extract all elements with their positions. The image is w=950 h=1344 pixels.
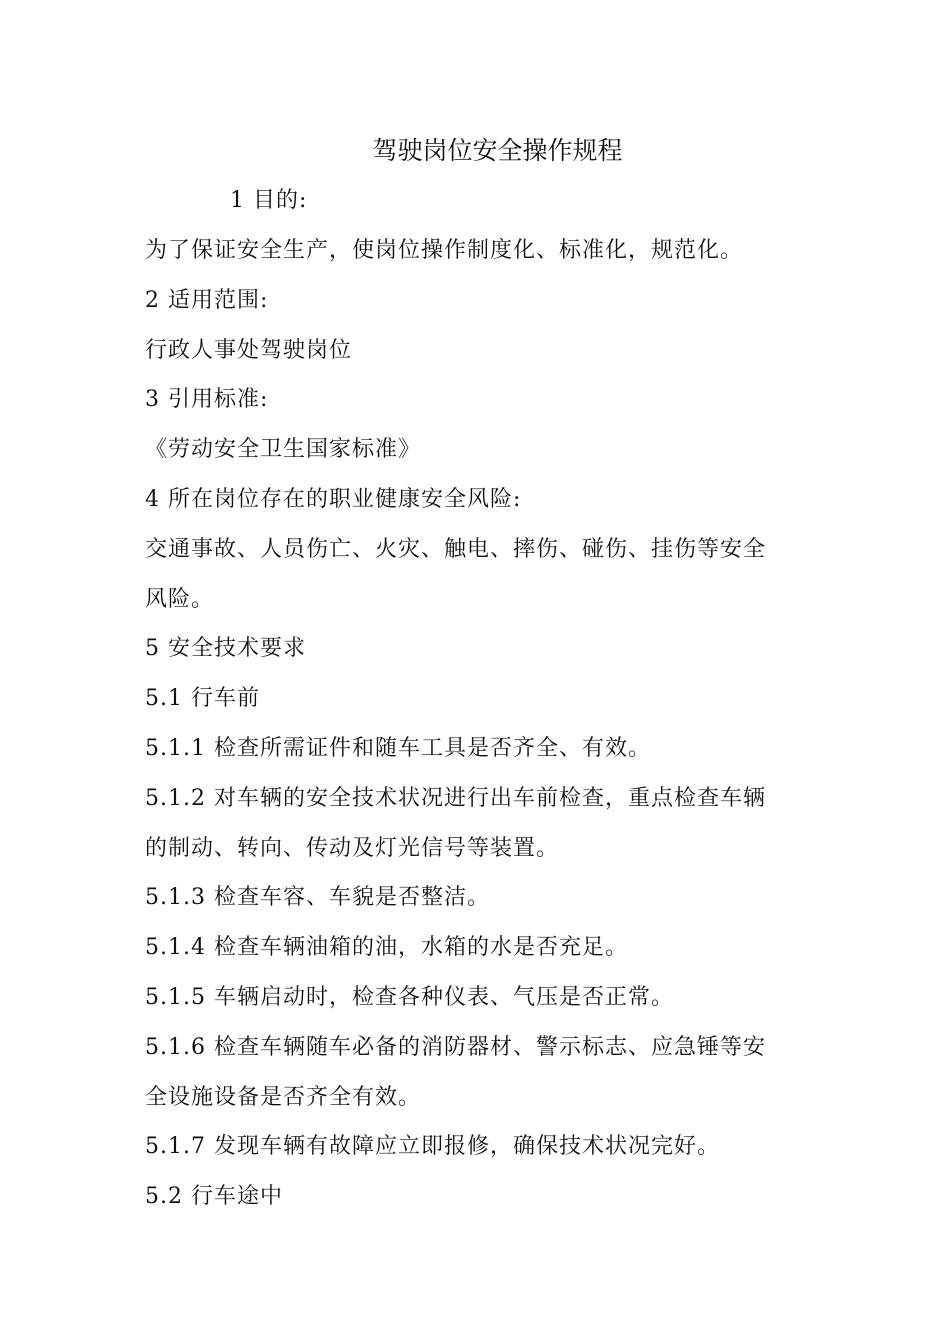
paragraph-line: 5.1.5 车辆启动时，检查各种仪表、气压是否正常。: [145, 985, 674, 1010]
paragraph-line: 5.1.4 检查车辆油箱的油，水箱的水是否充足。: [145, 935, 628, 960]
paragraph-line: 5.1.3 检查车容、车貌是否整洁。: [145, 885, 490, 910]
paragraph-line: 《劳动安全卫生国家标准》: [145, 437, 422, 462]
document-title: 驾驶岗位安全操作规程: [372, 136, 623, 165]
section-5-heading: 5 安全技术要求: [145, 636, 306, 661]
paragraph-line: 5.1.2 对车辆的安全技术状况进行出车前检查，重点检查车辆: [145, 786, 766, 811]
paragraph-line: 5.1.7 发现车辆有故障应立即报修，确保技术状况完好。: [145, 1134, 720, 1159]
paragraph-line: 5.1.6 检查车辆随车必备的消防器材、警示标志、应急锤等安: [145, 1035, 766, 1060]
subsection-heading: 5.1 行车前: [145, 686, 260, 711]
paragraph-line: 5.1.1 检查所需证件和随车工具是否齐全、有效。: [145, 736, 651, 761]
paragraph-line: 全设施设备是否齐全有效。: [145, 1085, 422, 1110]
section-2-heading: 2 适用范围:: [145, 288, 269, 313]
paragraph-line: 的制动、转向、传动及灯光信号等装置。: [145, 836, 560, 861]
section-3-heading: 3 引用标准:: [145, 387, 269, 412]
paragraph-line: 交通事故、人员伤亡、火灾、触电、摔伤、碰伤、挂伤等安全: [145, 537, 767, 562]
section-1-heading: 1 目的:: [230, 188, 308, 213]
section-4-heading: 4 所在岗位存在的职业健康安全风险:: [145, 487, 522, 512]
subsection-heading: 5.2 行车途中: [145, 1184, 283, 1209]
paragraph-line: 为了保证安全生产，使岗位操作制度化、标准化，规范化。: [145, 238, 744, 263]
paragraph-line: 风险。: [145, 587, 215, 612]
paragraph-line: 行政人事处驾驶岗位: [145, 338, 353, 363]
